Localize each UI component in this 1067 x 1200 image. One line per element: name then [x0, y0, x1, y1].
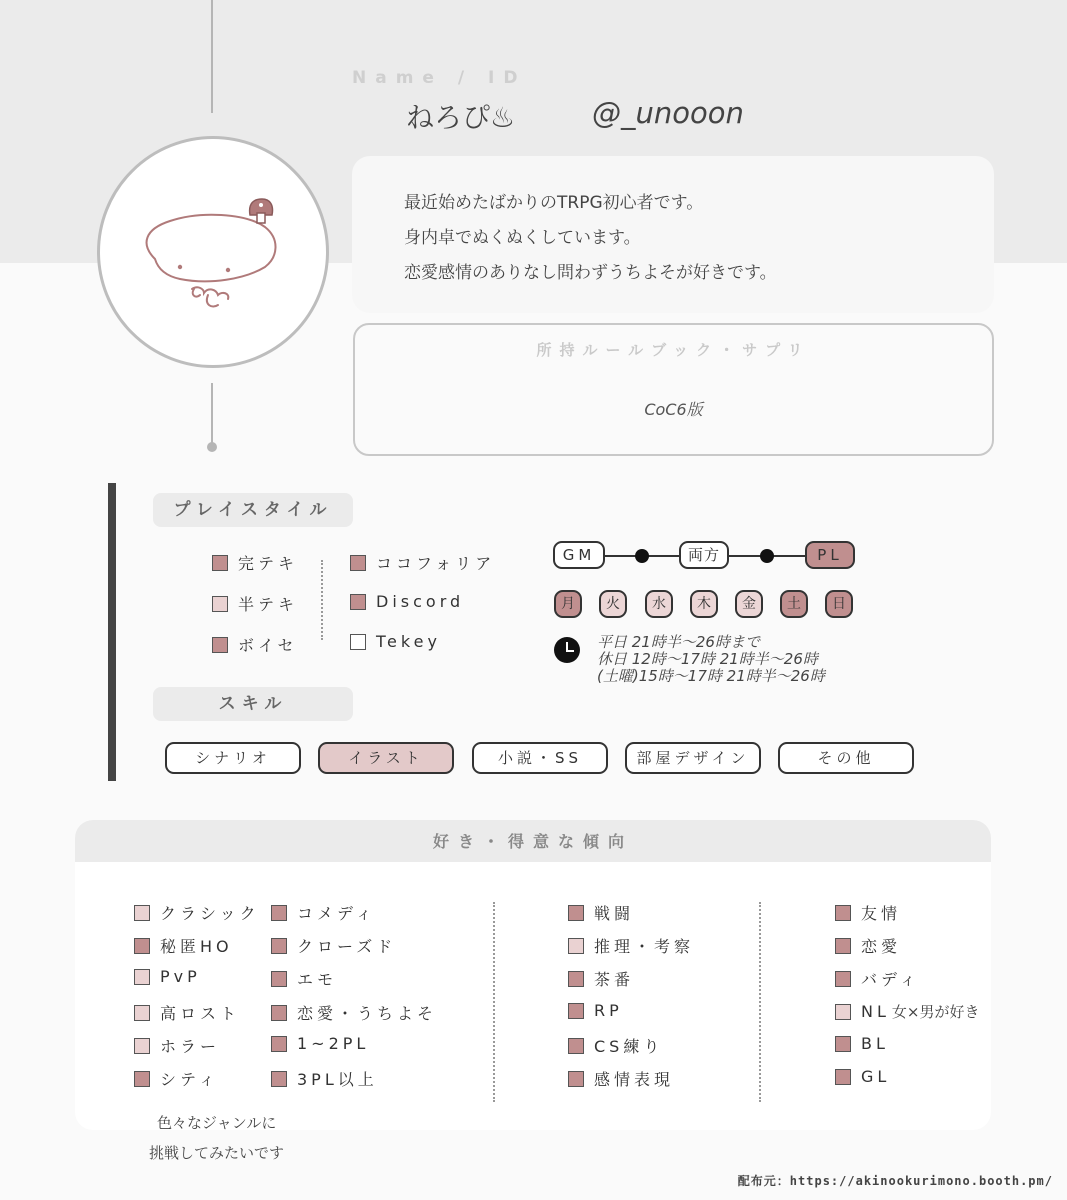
bio-line-1: 最近始めたばかりのTRPG初心者です。 [404, 193, 704, 213]
checkbox-icon [568, 938, 584, 954]
name-id-label: Name / ID [352, 68, 527, 88]
day-tue: 火 [599, 590, 627, 618]
nl-note: 女×男が好き [891, 1003, 980, 1021]
footer-credit: 配布元：https://akinookurimono.booth.pm/ [737, 1174, 1053, 1188]
checkbox-icon [212, 637, 228, 653]
like-item [568, 1001, 623, 1020]
mode-label: 半テキ [238, 595, 299, 614]
role-gm: GM [553, 541, 605, 569]
like-item [835, 967, 920, 990]
like-item [568, 967, 634, 990]
like-label: 感情表現 [594, 1070, 675, 1089]
skill-scenario: シナリオ [165, 742, 301, 774]
time-line-2: 休日 12時〜17時 21時半〜26時 [597, 650, 818, 668]
like-label: バディ [861, 970, 920, 989]
like-label: BL [861, 1034, 889, 1053]
like-item [568, 1067, 674, 1090]
tool-label: ココフォリア [376, 554, 496, 573]
checkbox-icon [350, 594, 366, 610]
skills-title: スキル [153, 687, 353, 721]
checkbox-icon [568, 971, 584, 987]
section-accent-bar [108, 483, 116, 781]
mode-label: ボイセ [238, 636, 298, 655]
checkbox-icon [134, 905, 150, 921]
skill-illustration: イラスト [318, 742, 454, 774]
mode-item-3 [212, 633, 298, 656]
mode-item-2 [212, 592, 298, 615]
like-label: NL [861, 1002, 890, 1021]
profile-id: @_unooon [592, 96, 744, 130]
tool-item-2 [350, 592, 464, 611]
checkbox-icon [212, 555, 228, 571]
day-wed: 水 [645, 590, 673, 618]
day-thu: 木 [690, 590, 718, 618]
checkbox-icon [568, 1038, 584, 1054]
rulebook-value: CoC6版 [644, 400, 703, 419]
playstyle-title: プレイスタイル [153, 493, 353, 527]
day-sun: 日 [825, 590, 853, 618]
checkbox-icon [835, 1004, 851, 1020]
checkbox-icon [271, 938, 287, 954]
divider-dotted [493, 902, 495, 1102]
like-item [835, 934, 901, 957]
checkbox-icon [568, 1071, 584, 1087]
checkbox-icon [835, 1069, 851, 1085]
rulebook-title: 所持ルールブック・サプリ [536, 341, 811, 359]
checkbox-icon [271, 1036, 287, 1052]
like-item [134, 1067, 219, 1090]
role-dot-1 [635, 549, 649, 563]
like-item [271, 1034, 369, 1053]
like-label: 1~2PL [297, 1034, 370, 1053]
divider-dotted [759, 902, 761, 1102]
checkbox-icon [350, 634, 366, 650]
tool-item-1 [350, 551, 495, 574]
like-label: 恋愛 [861, 937, 902, 956]
likes-note-1: 色々なジャンルに [157, 1114, 277, 1132]
like-item [134, 967, 201, 986]
checkbox-icon [271, 1071, 287, 1087]
checkbox-icon [835, 938, 851, 954]
like-label: シティ [160, 1070, 219, 1089]
checkbox-icon [835, 905, 851, 921]
connector-line-top [211, 0, 213, 113]
day-fri: 金 [735, 590, 763, 618]
day-mon: 月 [554, 590, 582, 618]
clock-icon [553, 636, 581, 664]
mode-label: 完テキ [238, 554, 299, 573]
like-item [271, 934, 396, 957]
likes-title: 好き・得意な傾向 [75, 820, 991, 862]
tool-label: Discord [376, 592, 465, 611]
time-line-1: 平日 21時半〜26時まで [597, 633, 760, 651]
like-item [271, 1001, 437, 1024]
divider-dotted [321, 560, 323, 640]
like-item [568, 901, 634, 924]
like-item [568, 1034, 663, 1057]
mode-item-1 [212, 551, 298, 574]
like-label: CS練り [594, 1037, 664, 1056]
connector-dot [207, 442, 217, 452]
like-label: 友情 [861, 904, 902, 923]
like-label: PvP [160, 967, 201, 986]
like-item [835, 1001, 979, 1022]
role-dot-2 [760, 549, 774, 563]
like-label: エモ [297, 970, 338, 989]
role-both: 両方 [679, 541, 729, 569]
available-times [597, 634, 825, 685]
like-label: クラシック [160, 904, 260, 923]
connector-line-bottom [211, 383, 213, 445]
like-label: 高ロスト [160, 1004, 241, 1023]
rulebook-card [353, 323, 994, 456]
checkbox-icon [134, 1038, 150, 1054]
checkbox-icon [271, 1005, 287, 1021]
day-sat: 土 [780, 590, 808, 618]
bio-line-2: 身内卓でぬくぬくしています。 [404, 228, 641, 248]
checkbox-icon [568, 905, 584, 921]
like-item [835, 1034, 889, 1053]
checkbox-icon [568, 1003, 584, 1019]
avatar [97, 136, 329, 368]
like-label: ホラー [160, 1037, 221, 1056]
like-item [271, 967, 337, 990]
avatar-illustration [100, 139, 326, 365]
likes-note-2: 挑戦してみたいです [149, 1144, 285, 1162]
tool-label: Tekey [376, 632, 441, 651]
like-item [835, 901, 901, 924]
skill-room-design: 部屋デザイン [625, 742, 761, 774]
like-label: 推理・考察 [594, 937, 695, 956]
checkbox-icon [134, 969, 150, 985]
checkbox-icon [271, 905, 287, 921]
checkbox-icon [350, 555, 366, 571]
like-label: コメディ [297, 904, 376, 923]
checkbox-icon [134, 938, 150, 954]
checkbox-icon [212, 596, 228, 612]
profile-name: ねろぴ♨ [406, 101, 516, 134]
like-item [134, 901, 260, 924]
checkbox-icon [835, 1036, 851, 1052]
role-pl: PL [805, 541, 855, 569]
like-label: 3PL以上 [297, 1070, 378, 1089]
like-item [134, 934, 233, 957]
time-line-3: (土曜)15時〜17時 21時半〜26時 [597, 667, 825, 685]
checkbox-icon [134, 1071, 150, 1087]
checkbox-icon [134, 1005, 150, 1021]
checkbox-icon [271, 971, 287, 987]
like-label: 恋愛・うちよそ [297, 1004, 438, 1023]
like-label: 秘匿HO [160, 937, 233, 956]
like-item [271, 1067, 378, 1090]
bio-card [352, 156, 994, 313]
like-label: 戦闘 [594, 904, 635, 923]
tool-item-3 [350, 632, 441, 651]
skill-other: その他 [778, 742, 914, 774]
skill-novel: 小説・SS [472, 742, 608, 774]
like-item [271, 901, 376, 924]
like-label: RP [594, 1001, 623, 1020]
like-item [835, 1067, 890, 1086]
like-item [134, 1034, 220, 1057]
like-item [134, 1001, 240, 1024]
like-label: GL [861, 1067, 891, 1086]
bio-line-3: 恋愛感情のありなし問わずうちよそが好きです。 [404, 263, 777, 283]
like-label: クローズド [297, 937, 397, 956]
checkbox-icon [835, 971, 851, 987]
like-item [568, 934, 694, 957]
like-label: 茶番 [594, 970, 635, 989]
